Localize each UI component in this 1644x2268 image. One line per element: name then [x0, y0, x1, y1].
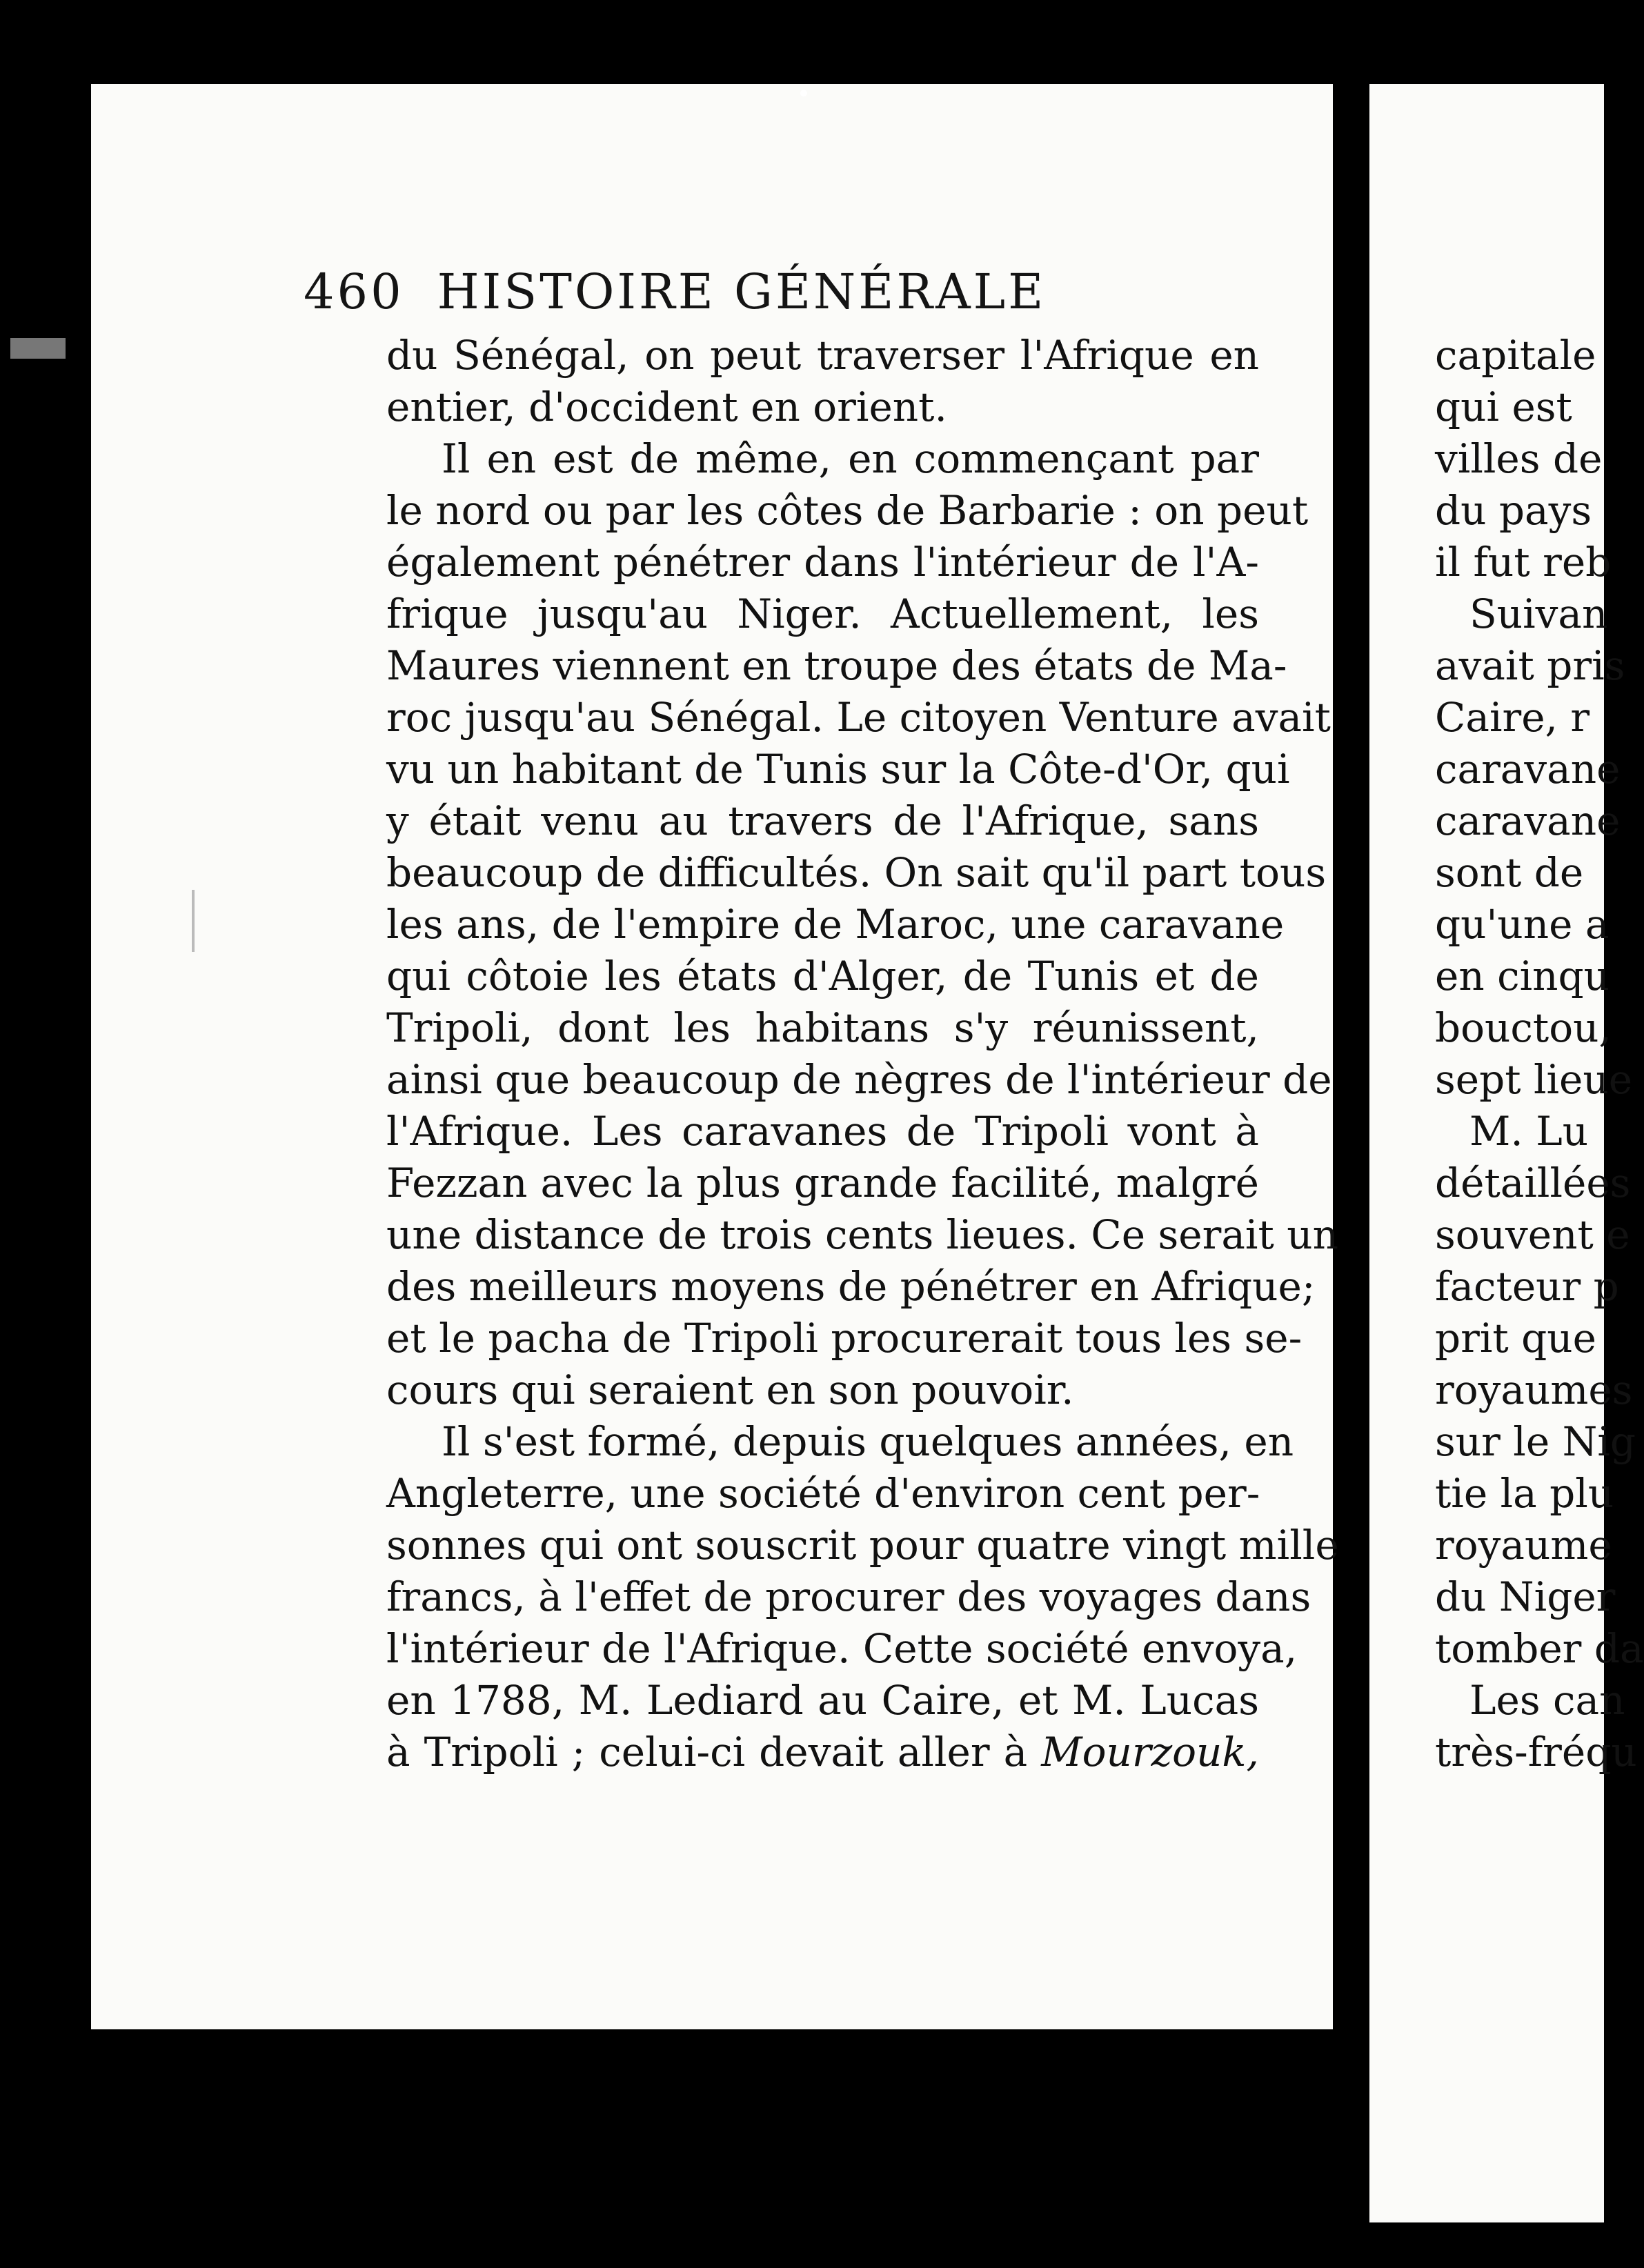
text-line: y était venu au travers de l'Afrique, sans [386, 797, 1259, 844]
text-line: détaillées [1435, 1160, 1631, 1206]
text-line: du Sénégal, on peut traverser l'Afrique en [386, 332, 1259, 379]
text-line: tomber da [1435, 1625, 1644, 1672]
text-line: caravane [1435, 746, 1621, 793]
text-line: très-fréqu [1435, 1729, 1637, 1775]
text-line: caravane [1435, 797, 1621, 844]
text-line: Il s'est formé, depuis quelques années, en [442, 1418, 1294, 1465]
text-line: Maures viennent en troupe des états de Ma- [386, 642, 1287, 689]
text-line: Fezzan avec la plus grande facilité, malgré [386, 1160, 1259, 1206]
text-line: ainsi que beaucoup de nègres de l'intérieur de [386, 1056, 1332, 1103]
text-line: frique jusqu'au Niger. Actuellement, les [386, 590, 1259, 637]
scan-line [192, 890, 195, 952]
text-line: facteur p [1435, 1263, 1619, 1310]
right-page-body [1435, 330, 1642, 1778]
text-line: Tripoli, dont les habitans s'y réunissent, [386, 1004, 1259, 1051]
text-line: l'Afrique. Les caravanes de Tripoli vont à [386, 1108, 1259, 1155]
text-line: sept lieue [1435, 1056, 1633, 1103]
text-line: également pénétrer dans l'intérieur de l'A- [386, 539, 1259, 586]
text-line: les ans, de l'empire de Maroc, une caravane [386, 901, 1285, 948]
text-line: cours qui seraient en son pouvoir. [386, 1366, 1074, 1413]
text-line: sont de [1435, 849, 1584, 896]
text-line: Il en est de même, en commençant par [442, 435, 1259, 482]
text-line: prit que [1435, 1315, 1596, 1362]
text-line: Caire, r [1435, 694, 1590, 741]
text-line: à Tripoli ; celui-ci devait aller à Mourzouk, [386, 1729, 1259, 1775]
text-line: l'intérieur de l'Afrique. Cette société envoya, [386, 1625, 1298, 1672]
text-line: tie la plu [1435, 1470, 1614, 1517]
text-line: une distance de trois cents lieues. Ce serait un [386, 1211, 1338, 1258]
scan-speck [800, 90, 807, 97]
text-line: capitale [1435, 332, 1596, 379]
text-line: royaumes [1435, 1366, 1633, 1413]
text-line: qui est [1435, 384, 1572, 430]
text-line: entier, d'occident en orient. [386, 384, 947, 430]
text-line: et le pacha de Tripoli procurerait tous les se- [386, 1315, 1303, 1362]
text-line: sur le Nig [1435, 1418, 1636, 1465]
text-line: du pays [1435, 487, 1592, 534]
text-line: francs, à l'effet de procurer des voyages dans [386, 1573, 1311, 1620]
text-line: du Niger [1435, 1573, 1616, 1620]
running-header [304, 263, 1046, 320]
text-line: en 1788, M. Lediard au Caire, et M. Lucas [386, 1677, 1259, 1724]
text-line: qu'une a [1435, 901, 1610, 948]
left-page-body [386, 330, 1339, 1778]
text-line: M. Lu [1469, 1108, 1589, 1155]
text-line: qui côtoie les états d'Alger, de Tunis et de [386, 953, 1259, 999]
text-line: avait pris [1435, 642, 1625, 689]
text-line: il fut reb [1435, 539, 1612, 586]
text-line: en cinqu [1435, 953, 1610, 999]
text-line: des meilleurs moyens de pénétrer en Afrique; [386, 1263, 1316, 1310]
text-line: villes de [1435, 435, 1603, 482]
page-number: 460 [304, 263, 404, 320]
running-title: HISTOIRE GÉNÉRALE [437, 263, 1047, 320]
text-line: souvent e [1435, 1211, 1630, 1258]
text-line: Les can [1469, 1677, 1625, 1724]
scan-smudge [10, 338, 66, 359]
text-line: bouctou, [1435, 1004, 1612, 1051]
text-line: vu un habitant de Tunis sur la Côte-d'Or, qui [386, 746, 1290, 793]
text-line: royaume [1435, 1522, 1612, 1569]
text-line: Angleterre, une société d'environ cent per- [386, 1470, 1260, 1517]
text-line: roc jusqu'au Sénégal. Le citoyen Venture avait [386, 694, 1331, 741]
text-line: Suivan [1469, 590, 1608, 637]
text-line: le nord ou par les côtes de Barbarie : on peut [386, 487, 1309, 534]
text-line: beaucoup de difficultés. On sait qu'il part tous [386, 849, 1327, 896]
text-line: sonnes qui ont souscrit pour quatre vingt mille [386, 1522, 1339, 1569]
